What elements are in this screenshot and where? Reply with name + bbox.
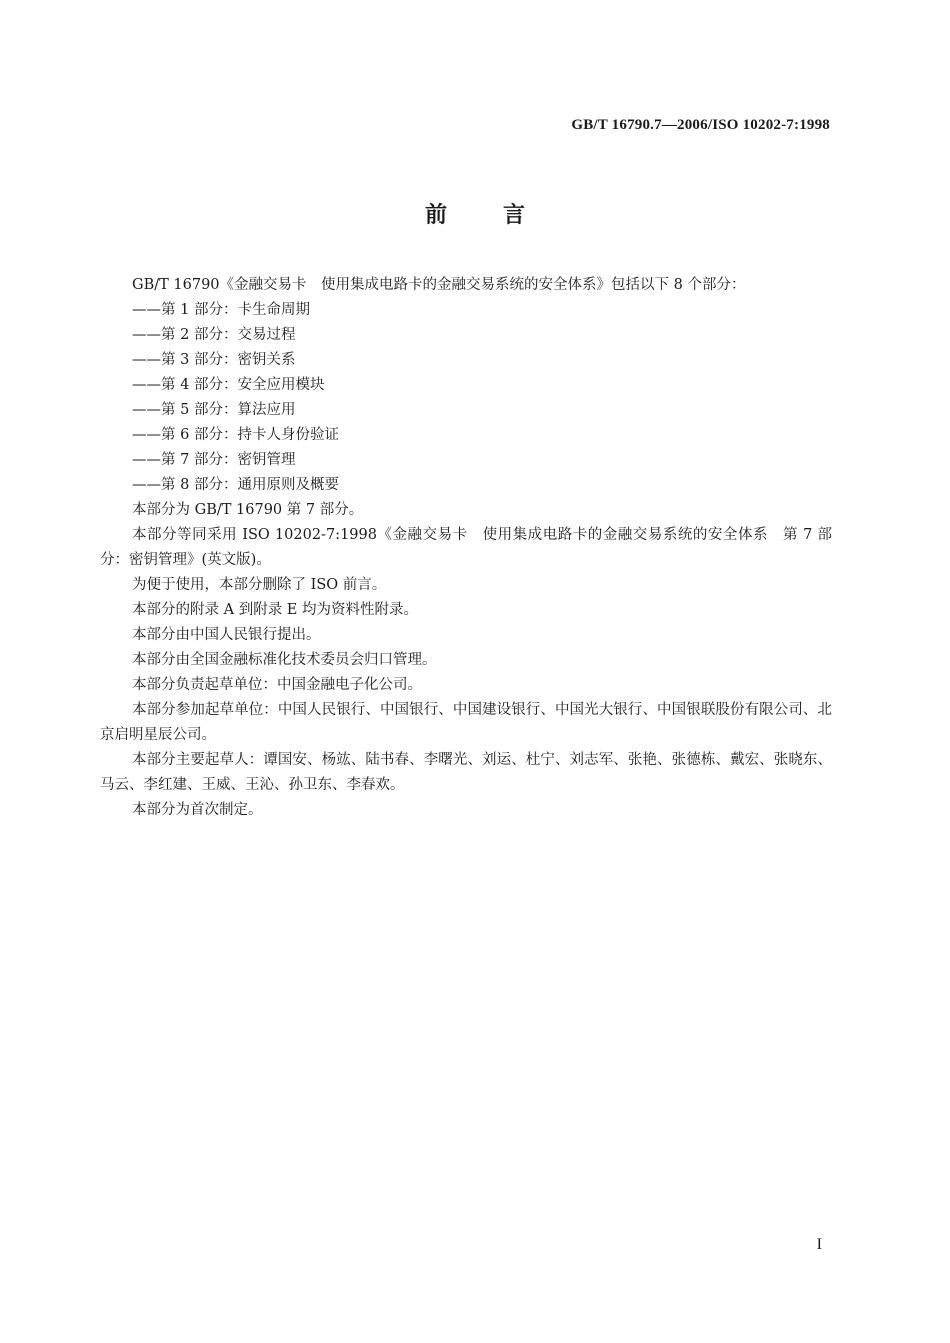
- paragraph: 本部分由全国金融标准化技术委员会归口管理。: [132, 652, 437, 668]
- list-item: ——第 7 部分：密钥管理: [132, 452, 296, 468]
- paragraph: 本部分为首次制定。: [132, 802, 263, 818]
- paragraph: 本部分由中国人民银行提出。: [132, 627, 321, 643]
- paragraph: 为便于使用，本部分删除了 ISO 前言。: [132, 577, 387, 593]
- intro-paragraph: GB/T 16790《金融交易卡 使用集成电路卡的金融交易系统的安全体系》包括以下 8 个部分：: [132, 277, 746, 293]
- list-item: ——第 6 部分：持卡人身份验证: [132, 427, 339, 443]
- paragraph: 本部分参加起草单位：中国人民银行、中国银行、中国建设银行、中国光大银行、中国银联股份有限公司、北京启明星辰公司。: [100, 702, 832, 743]
- standard-code-header: GB/T 16790.7—2006/ISO 10202-7:1998: [571, 117, 830, 133]
- list-item: ——第 3 部分：密钥关系: [132, 352, 296, 368]
- list-item: ——第 4 部分：安全应用模块: [132, 377, 325, 393]
- foreword-body: [100, 273, 832, 823]
- paragraph: 本部分为 GB/T 16790 第 7 部分。: [132, 502, 364, 518]
- paragraph: 本部分负责起草单位：中国金融电子化公司。: [132, 677, 422, 693]
- page-title: 前言: [424, 203, 581, 228]
- list-item: ——第 5 部分：算法应用: [132, 402, 296, 418]
- page-number: I: [816, 1236, 822, 1253]
- list-item: ——第 8 部分：通用原则及概要: [132, 477, 339, 493]
- paragraph: 本部分等同采用 ISO 10202-7:1998《金融交易卡 使用集成电路卡的金融交易系统的安全体系 第 7 部分：密钥管理》(英文版)。: [100, 527, 832, 568]
- list-item: ——第 1 部分：卡生命周期: [132, 302, 310, 318]
- parts-list: [100, 298, 832, 498]
- list-item: ——第 2 部分：交易过程: [132, 327, 296, 343]
- paragraph: 本部分主要起草人：谭国安、杨竑、陆书春、李曙光、刘运、杜宁、刘志军、张艳、张德栋、戴宏、张晓东、马云、李红建、王威、王沁、孙卫东、李春欢。: [100, 752, 832, 793]
- paragraph: 本部分的附录 A 到附录 E 均为资料性附录。: [132, 602, 418, 618]
